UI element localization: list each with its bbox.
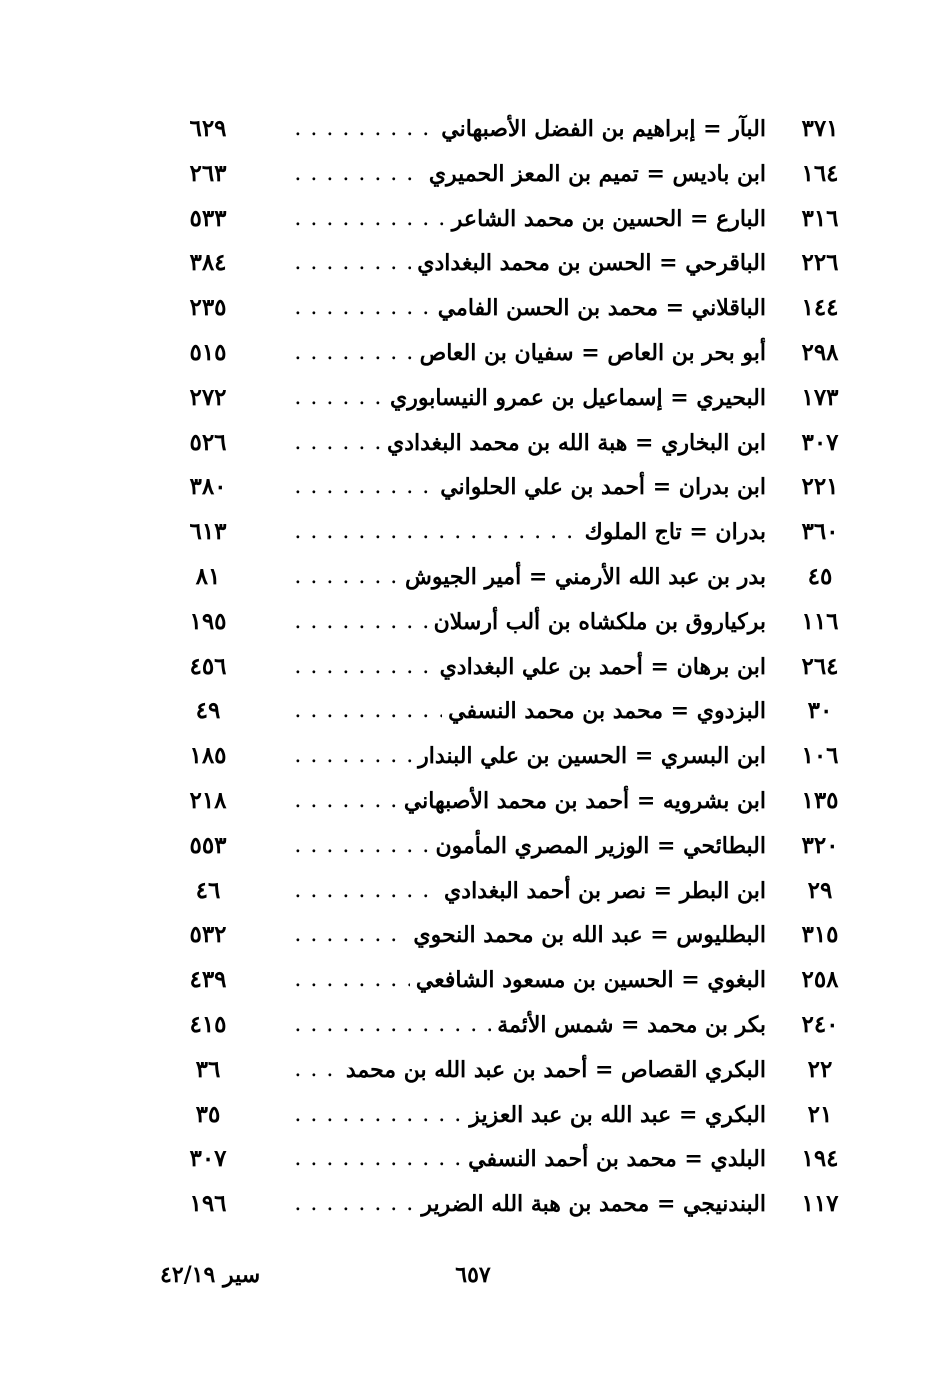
entry-number: ٢٩٨: [801, 338, 839, 366]
entry-label-text: ابن البسري = الحسين بن علي البندار: [412, 743, 766, 769]
entry-number: ١٠٦: [801, 742, 839, 770]
entry-label-text: البزدوي = محمد بن محمد النسفي: [442, 698, 766, 724]
entry-label: [286, 1137, 766, 1182]
entry-number: ١١٦: [801, 607, 839, 635]
entry-page: ٣٥: [195, 1100, 221, 1128]
index-entry: [0, 734, 946, 779]
entry-label-text: البندنيجي = محمد بن هبة الله الضرير: [415, 1191, 766, 1217]
entry-page: ٦٢٩: [189, 115, 227, 142]
entry-label-text: البغوي = الحسين بن مسعود الشافعي: [410, 967, 766, 993]
entry-number: ٢٢: [807, 1055, 833, 1083]
entry-page: ٤٣٩: [189, 966, 227, 994]
entry-label-text: البكري = عبد الله بن عبد العزيز: [463, 1102, 766, 1128]
entry-label: [286, 465, 766, 510]
index-entry: [0, 107, 946, 152]
entry-label-text: البلدي = محمد بن أحمد النسفي: [462, 1146, 766, 1172]
entry-number: ١٩٤: [801, 1145, 839, 1173]
entry-label: [286, 510, 766, 555]
entry-page: ٢٣٥: [189, 294, 227, 322]
entry-page: ١٩٥: [189, 607, 227, 635]
entry-page: ٣٨٠: [189, 473, 227, 501]
entry-page: ٥١٥: [189, 338, 227, 366]
entry-page: ٨١: [195, 562, 221, 590]
entry-label: [286, 689, 766, 734]
entry-page: ٢٦٣: [189, 159, 227, 187]
index-entry: [0, 510, 946, 555]
entry-label: [286, 286, 766, 331]
entry-page: ١٨٥: [189, 742, 227, 770]
index-entry: [0, 465, 946, 510]
entry-number: ٢٩: [807, 876, 833, 904]
index-entry: [0, 331, 946, 376]
entry-label: [286, 1093, 766, 1138]
entry-label-text: ابن البطر = نصر بن أحمد البغدادي: [438, 878, 766, 904]
index-entry: [0, 958, 946, 1003]
entry-label: [286, 1182, 766, 1227]
entry-label: [286, 421, 766, 466]
index-entry: [0, 645, 946, 690]
entry-label: [286, 107, 766, 152]
entry-label: [286, 869, 766, 914]
entry-page: ٣٠٧: [189, 1145, 227, 1173]
entry-label: [286, 555, 766, 600]
index-entry: [0, 1182, 946, 1227]
entry-label: [286, 1048, 766, 1093]
entry-number: ٣١٦: [801, 204, 839, 232]
entry-label: [286, 376, 766, 421]
entry-number: ١٣٥: [801, 786, 839, 814]
entry-number: ٣١٥: [801, 921, 839, 949]
index-entry: [0, 600, 946, 645]
entry-number: ٢٥٨: [801, 966, 839, 994]
entry-page: ٥٣٢: [189, 921, 227, 949]
entry-number: ١٧٣: [801, 383, 839, 411]
index-entry: [0, 197, 946, 242]
entry-label: [286, 331, 766, 376]
entry-label: [286, 197, 766, 242]
entry-number: ١١٧: [801, 1190, 839, 1218]
index-entry: [0, 152, 946, 197]
entry-page: ٥٥٣: [189, 831, 227, 859]
entry-label: [286, 734, 766, 779]
index-entry: [0, 869, 946, 914]
entry-number: ١٤٤: [801, 294, 839, 322]
index-entry: [0, 421, 946, 466]
entry-label-text: البحيري = إسماعيل بن عمرو النيسابوري: [384, 385, 766, 411]
entry-page: ٣٨٤: [189, 249, 227, 277]
entry-label-text: بدر بن عبد الله الأرمني = أمير الجيوش: [399, 564, 766, 590]
index-entry: [0, 376, 946, 421]
entry-label: [286, 913, 766, 958]
entry-page: ٤٩: [195, 697, 221, 725]
index-entry: [0, 1093, 946, 1138]
entry-label-text: الباقرحي = الحسن بن محمد البغدادي: [411, 250, 766, 276]
index-entry: [0, 555, 946, 600]
index-entry: [0, 913, 946, 958]
entry-label: [286, 958, 766, 1003]
entry-label-text: ابن البخاري = هبة الله بن محمد البغدادي: [381, 430, 766, 456]
entry-label-text: ابن بدران = أحمد بن علي الحلواني: [434, 474, 766, 500]
entry-label-text: ابن برهان = أحمد بن علي البغدادي: [434, 654, 766, 680]
index-entries: [0, 107, 946, 1227]
entry-number: ٣٧١: [801, 115, 839, 142]
entry-label-text: البآر = إبراهيم بن الفضل الأصبهاني: [435, 116, 766, 142]
entry-label: [286, 241, 766, 286]
entry-label-text: البكري القصاص = أحمد بن عبد الله بن محمد: [340, 1057, 766, 1083]
index-entry: [0, 689, 946, 734]
entry-label-text: بكر بن محمد = شمس الأئمة: [491, 1012, 766, 1038]
entry-label-text: بدران = تاج الملوك: [579, 519, 766, 545]
entry-number: ٢٢١: [801, 473, 839, 501]
entry-label-text: ابن باديس = تميم بن المعز الحميري: [423, 161, 766, 187]
entry-page: ٣٦: [195, 1055, 221, 1083]
entry-number: ٣٢٠: [801, 831, 839, 859]
entry-label: [286, 600, 766, 645]
entry-label: [286, 1003, 766, 1048]
page-footer: [0, 1262, 946, 1302]
entry-page: ٥٢٦: [189, 428, 227, 456]
index-entry: [0, 779, 946, 824]
entry-page: ٦١٣: [189, 518, 227, 546]
entry-number: ٢٢٦: [801, 249, 839, 277]
entry-label-text: ابن بشرويه = أحمد بن محمد الأصبهاني: [398, 788, 766, 814]
entry-label: [286, 779, 766, 824]
index-entry: [0, 241, 946, 286]
entry-number: ٤٥: [807, 562, 833, 590]
entry-label-text: الباقلاني = محمد بن الحسن الفامي: [432, 295, 766, 321]
index-entry: [0, 824, 946, 869]
entry-label: [286, 152, 766, 197]
entry-number: ٣٠: [807, 697, 833, 725]
index-entry: [0, 1137, 946, 1182]
entry-page: ٤١٥: [189, 1010, 227, 1038]
entry-label-text: البطليوس = عبد الله بن محمد النحوي: [407, 922, 766, 948]
printer-signature: سير ٤٢/١٩: [160, 1262, 261, 1288]
entry-number: ٣٦٠: [801, 518, 839, 546]
entry-page: ١٩٦: [189, 1190, 227, 1218]
entry-number: ٢٤٠: [801, 1010, 839, 1038]
entry-label: [286, 645, 766, 690]
entry-number: ٢١: [807, 1100, 833, 1128]
entry-number: ٣٠٧: [801, 428, 839, 456]
entry-label-text: بركياروق بن ملكشاه بن ألب أرسلان: [428, 609, 766, 635]
entry-number: ٢٦٤: [801, 652, 839, 680]
index-entry: [0, 1048, 946, 1093]
index-entry: [0, 1003, 946, 1048]
entry-label-text: البارع = الحسين بن محمد الشاعر: [446, 206, 766, 232]
entry-number: ١٦٤: [801, 159, 839, 187]
entry-label: [286, 824, 766, 869]
entry-page: ٥٣٣: [189, 204, 227, 232]
index-entry: [0, 286, 946, 331]
entry-label-text: أبو بحر بن العاص = سفيان بن العاص: [414, 340, 766, 366]
entry-page: ٤٦: [195, 876, 221, 904]
entry-label-text: البطائحي = الوزير المصري المأمون: [429, 833, 766, 859]
entry-page: ٤٥٦: [189, 652, 227, 680]
page-number: ٦٥٧: [455, 1262, 491, 1288]
entry-page: ٢٧٢: [189, 383, 227, 411]
entry-page: ٢١٨: [189, 786, 227, 814]
